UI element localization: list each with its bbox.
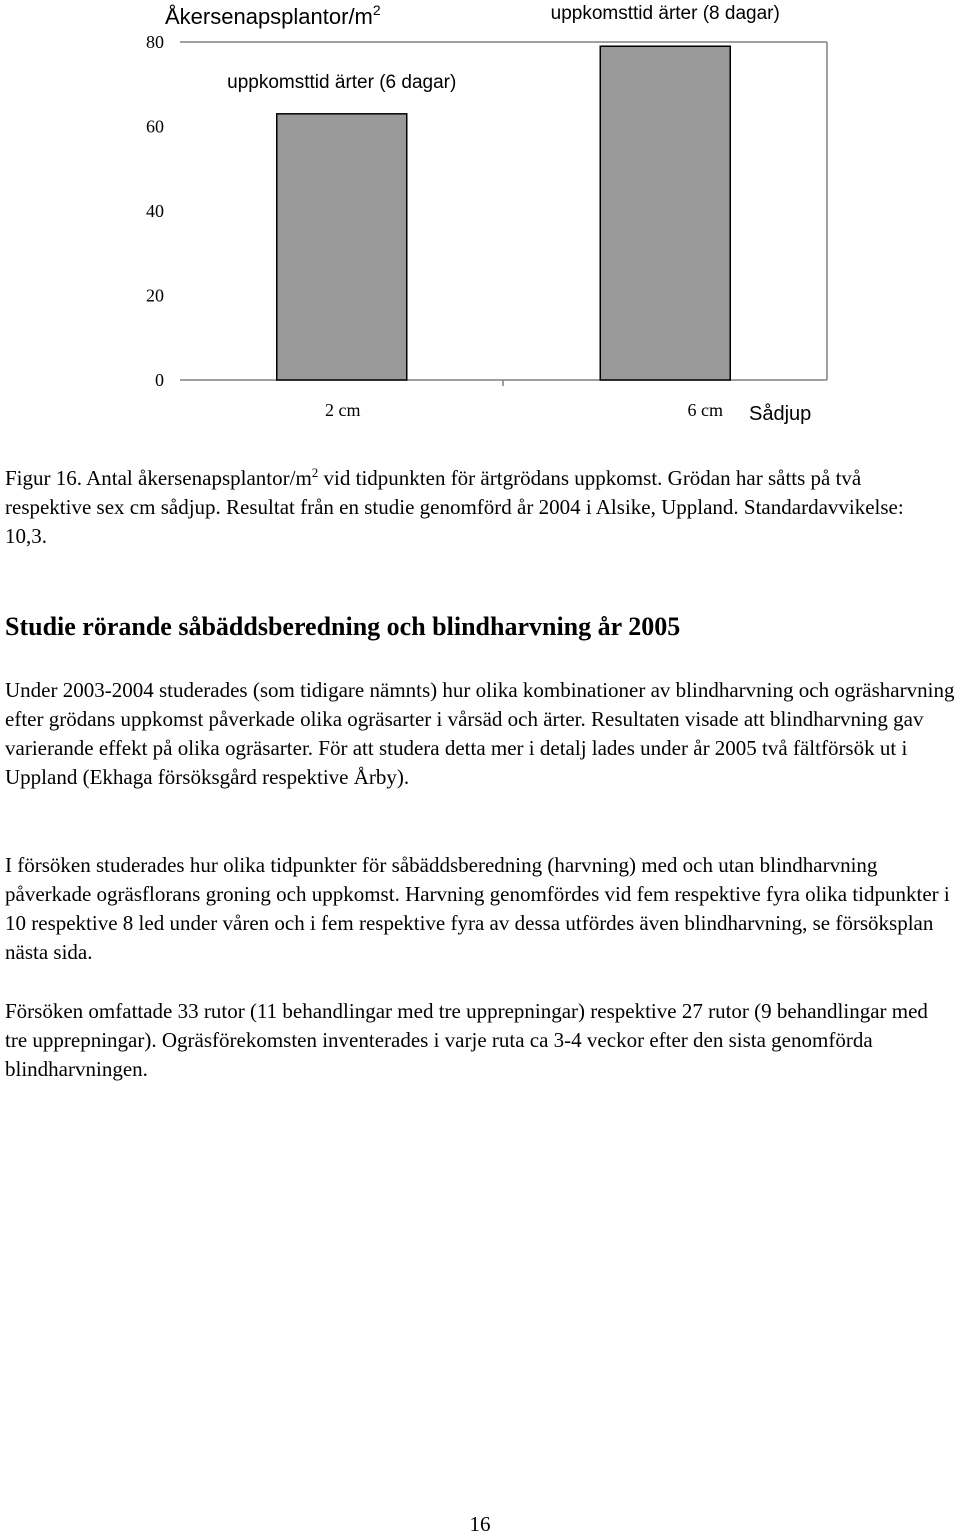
y-tick-label: 20 <box>146 285 164 306</box>
y-tick-label: 80 <box>146 32 164 52</box>
x-axis-label: Sådjup <box>749 403 812 425</box>
chart-title <box>165 2 381 29</box>
x-tick-label: 6 cm <box>687 400 723 420</box>
x-tick-label: 2 cm <box>325 400 361 420</box>
bar-label: uppkomsttid ärter (6 dagar) <box>227 71 457 93</box>
chart-title-superscript: 2 <box>372 2 381 18</box>
y-axis-tick-labels <box>146 32 164 390</box>
paragraph-2: I försöken studerades hur olika tidpunkter för såbäddsberedning (harvning) med och utan blindharvning påverkade ogräsflorans groning och uppkomst. Harvning genomfördes vid fem respektive fyra olika tidpunkter i 10 respektive 8 led under våren och i fem respektive fyra av dessa utfördes även blindharvning, se försöksplan nästa sida. <box>5 853 950 964</box>
figure-caption <box>5 464 945 551</box>
chart-title-text: Åkersenapsplantor/m <box>165 4 373 29</box>
caption-text-start: Figur 16. Antal åkersenapsplantor/m <box>5 466 312 490</box>
bar-series <box>277 46 731 380</box>
caption-superscript: 2 <box>311 465 319 480</box>
bar <box>277 114 407 380</box>
x-axis-tick-labels <box>325 400 723 420</box>
y-tick-label: 60 <box>146 116 164 137</box>
bar-chart <box>0 0 960 440</box>
bar <box>600 46 730 380</box>
paragraph-1: Under 2003-2004 studerades (som tidigare nämnts) hur olika kombinationer av blindharvning och ogräsharvning efter grödans uppkomst påverkade olika ogräsarter i vårsäd och ärter. Resultaten visade att blindharvning gav varierande effekt på olika ogräsarter. För att studera detta mer i detalj lades under år 2005 två fältförsök ut i Uppland (Ekhaga försöksgård respektive Årby). <box>5 678 955 789</box>
caption-text-end: vid tidpunkten för ärtgrödans uppkomst. Grödan har såtts på två respektive sex cm sådjup. Resultat från en studie genomförd år 2004 i Alsike, Uppland. Standardavvikelse: 10,3. <box>5 466 904 548</box>
page-number: 16 <box>469 1512 491 1536</box>
bar-label: uppkomsttid ärter (8 dagar) <box>550 3 780 25</box>
y-tick-label: 40 <box>146 201 164 221</box>
paragraph-3: Försöken omfattade 33 rutor (11 behandlingar med tre upprepningar) respektive 27 rutor (9 behandlingar med tre upprepningar). Ogräsförekomsten inventerades i varje ruta ca 3-4 veckor efter den sista genomförda blindharvningen. <box>5 999 928 1081</box>
y-tick-label: 0 <box>155 370 164 390</box>
section-heading: Studie rörande såbäddsberedning och blindharvning år 2005 <box>5 612 681 641</box>
